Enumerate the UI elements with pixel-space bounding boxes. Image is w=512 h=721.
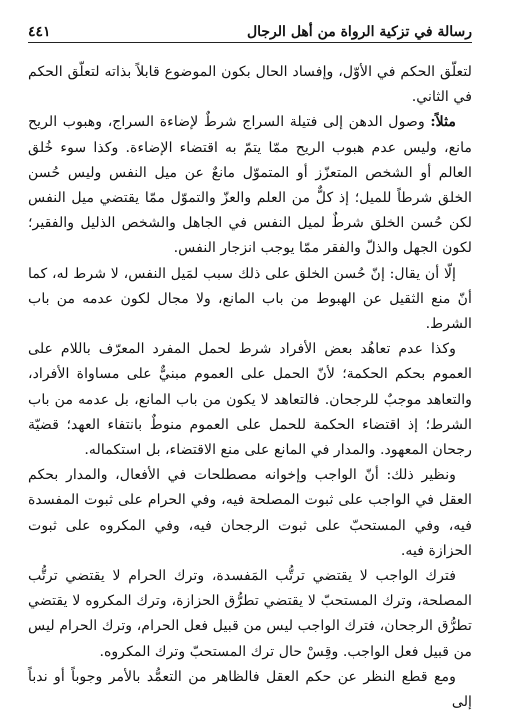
paragraph-3: إلّا أن يقال: إنّ حُسن الخلق على ذلك سبب لمَيل النفس، لا شرط له، كما أنّ منع الثقيل عن الهبوط من باب المانع، ولا مجال لكون عدمه من باب الشرط. — [28, 265, 472, 333]
paragraph-4: وكذا عدم تعاهُد بعض الأفراد شرط لحمل المفرد المعرّف باللام على العموم بحكم الحكمة؛ لأنّ الحمل على العموم مبنيٌّ على مساواة الأفراد، والتعاهد موجبٌ للرجحان. فالتعاهد لا يكون من باب المانع، بل عدمه من باب الشرط؛ إذ اقتضاء الحكمة للحمل على العموم منوطٌ بانتفاء العهد؛ قضيّة رجحان المعهود. والمدار في المانع على منع الاقتضاء، بل استكماله. — [28, 341, 472, 459]
header-divider — [28, 42, 472, 43]
paragraph-5: ونظير ذلك: أنّ الواجب وإخوانه مصطلحات في الأفعال، والمدار بحكم العقل في الواجب على ثبوت المصلحة فيه، وفي الحرام على ثبوت المفسدة فيه، وفي المستحبّ على ثبوت الرجحان فيه، وفي المكروه على ثبوت الحزازة فيه. — [28, 467, 472, 559]
example-lead: مثلاً: — [430, 114, 456, 131]
paragraph-6: فترك الواجب لا يقتضي ترتُّب المَفسدة، وترك الحرام لا يقتضي ترتُّب المصلحة، وترك المستحبّ لا يقتضي تطرُّق الحزازة، وترك المكروه لا يقتضي تطرُّق الرجحان، فترك الواجب ليس من قبيل فعل الحرام، وترك الحرام ليس من قبيل فعل الواجب. وقِسْ حال ترك المستحبّ وترك المكروه. — [28, 568, 472, 660]
paragraph-7: ومع قطع النظر عن حكم العقل فالظاهر من التعمُّد بالأمر وجوباً أو ندباً إلى — [28, 668, 472, 711]
paragraph-1: لتعلّق الحكم في الأوّل، وإفساد الحال بكون الموضوع قابلاً بذاته لتعلّق الحكم في الثاني. — [28, 64, 472, 106]
page-number: ٤٤١ — [28, 24, 51, 40]
page-header — [28, 14, 472, 40]
body-text — [28, 60, 472, 715]
running-title: رسالة في تزكية الرواة من أهل الرجال — [246, 24, 472, 40]
paragraph-2: مثلاً: وصول الدهن إلى فتيلة السراج شرطٌ لإضاءة السراج، وهبوب الريح مانع، وليس عدم هبوب الريح ممّا يتمّ به اقتضاء الإضاءة. وكذا سوء خُلق العالم أو الشخص المتعزّز أو المتموّل مانعٌ عن ميل النفس وليس حُسن الخلق شرطاً للميل؛ إذ كلٌّ من العلم والعزّ والتموّل ممّا يقتضي ميل النفس لكن حُسن الخلق شرطٌ لميل النفس في الجاهل والشخص الذليل والفقير؛ لكون الجهل والذلّ والفقر ممّا يوجب انزجار النفس. — [28, 114, 472, 257]
